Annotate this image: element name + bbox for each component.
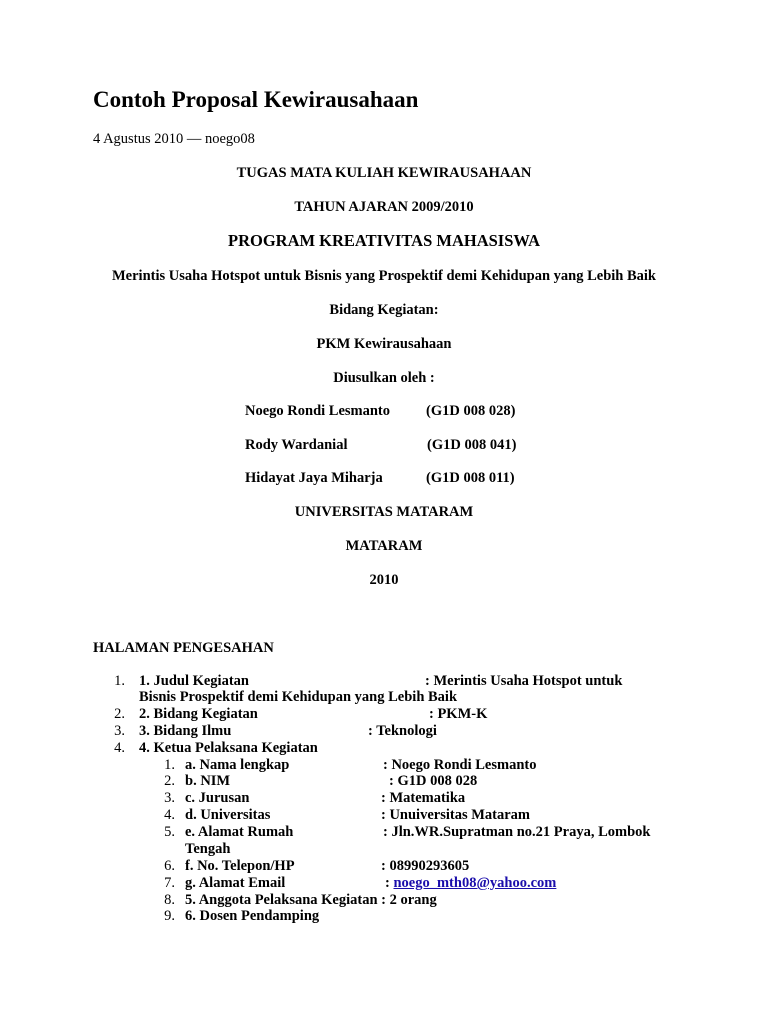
member-row [245,469,515,487]
item-value: : G1D 008 028 [389,773,478,789]
item-label: 1. Judul Kegiatan [139,673,249,689]
item-value: : Merintis Usaha Hotspot untuk [425,673,623,689]
field-value: PKM Kewirausahaan [316,336,452,352]
list-number: 9. [164,908,175,924]
item-value-continuation: Bisnis Prospektif demi Kehidupan yang Lebih Baik [139,689,458,705]
year: 2010 [369,572,399,588]
member-row [245,402,516,420]
item-value: : Noego Rondi Lesmanto [383,757,537,773]
item-value: : Unuiversitas Mataram [381,807,531,823]
list-number: 2. [164,773,175,789]
item-value-continuation: Tengah [185,841,231,857]
email-link[interactable]: noego_mth08@yahoo.com [393,875,557,891]
list-number: 2. [114,706,125,722]
item-label: g. Alamat Email [185,875,286,891]
post-meta: 4 Agustus 2010 — noego08 [93,131,255,147]
academic-year: TAHUN AJARAN 2009/2010 [294,199,474,215]
list-number: 4. [164,807,175,823]
item-value [385,875,556,892]
proposal-title: Merintis Usaha Hotspot untuk Bisnis yang Prospektif demi Kehidupan yang Lebih Baik [111,268,656,284]
list-number: 8. [164,892,175,908]
city-name: MATARAM [345,538,423,554]
proposed-by-label: Diusulkan oleh : [333,370,435,386]
member-name: Noego Rondi Lesmanto [245,403,391,419]
item-label: 4. Ketua Pelaksana Kegiatan [139,740,318,756]
item-label: f. No. Telepon/HP [185,858,295,874]
member-name: Rody Wardanial [245,437,348,453]
member-nim: (G1D 008 011) [426,470,515,486]
list-number: 4. [114,740,125,756]
member-nim: (G1D 008 041) [427,437,517,453]
list-number: 1. [114,673,125,689]
item-label: c. Jurusan [185,790,250,806]
page-title: Contoh Proposal Kewirausahaan [93,87,419,112]
list-number: 6. [164,858,175,874]
list-number: 5. [164,824,175,840]
item-value: : Matematika [381,790,466,806]
item-label: 6. Dosen Pendamping [185,908,320,924]
item-value: : 08990293605 [381,858,470,874]
university-name: UNIVERSITAS MATARAM [294,504,474,520]
item-value: : Teknologi [368,723,437,739]
list-number: 3. [114,723,125,739]
member-name: Hidayat Jaya Miharja [245,470,383,486]
item-label: a. Nama lengkap [185,757,290,773]
course-task: TUGAS MATA KULIAH KEWIRAUSAHAAN [236,165,532,181]
list-number: 3. [164,790,175,806]
item-value: : PKM-K [429,706,488,722]
list-number: 7. [164,875,175,891]
item-label: b. NIM [185,773,231,789]
email-prefix: : [385,875,394,891]
item-label: 2. Bidang Kegiatan [139,706,258,722]
field-label: Bidang Kegiatan: [329,302,439,318]
item-label: d. Universitas [185,807,271,823]
member-nim: (G1D 008 028) [426,403,516,419]
section-heading-approval: HALAMAN PENGESAHAN [93,640,274,656]
item-label: e. Alamat Rumah [185,824,294,840]
item-value: : Jln.WR.Supratman no.21 Praya, Lombok [383,824,651,840]
item-label: 5. Anggota Pelaksana Kegiatan : 2 orang [185,892,437,908]
program-name: PROGRAM KREATIVITAS MAHASISWA [227,231,540,250]
item-label: 3. Bidang Ilmu [139,723,232,739]
member-row [245,436,517,454]
list-number: 1. [164,757,175,773]
